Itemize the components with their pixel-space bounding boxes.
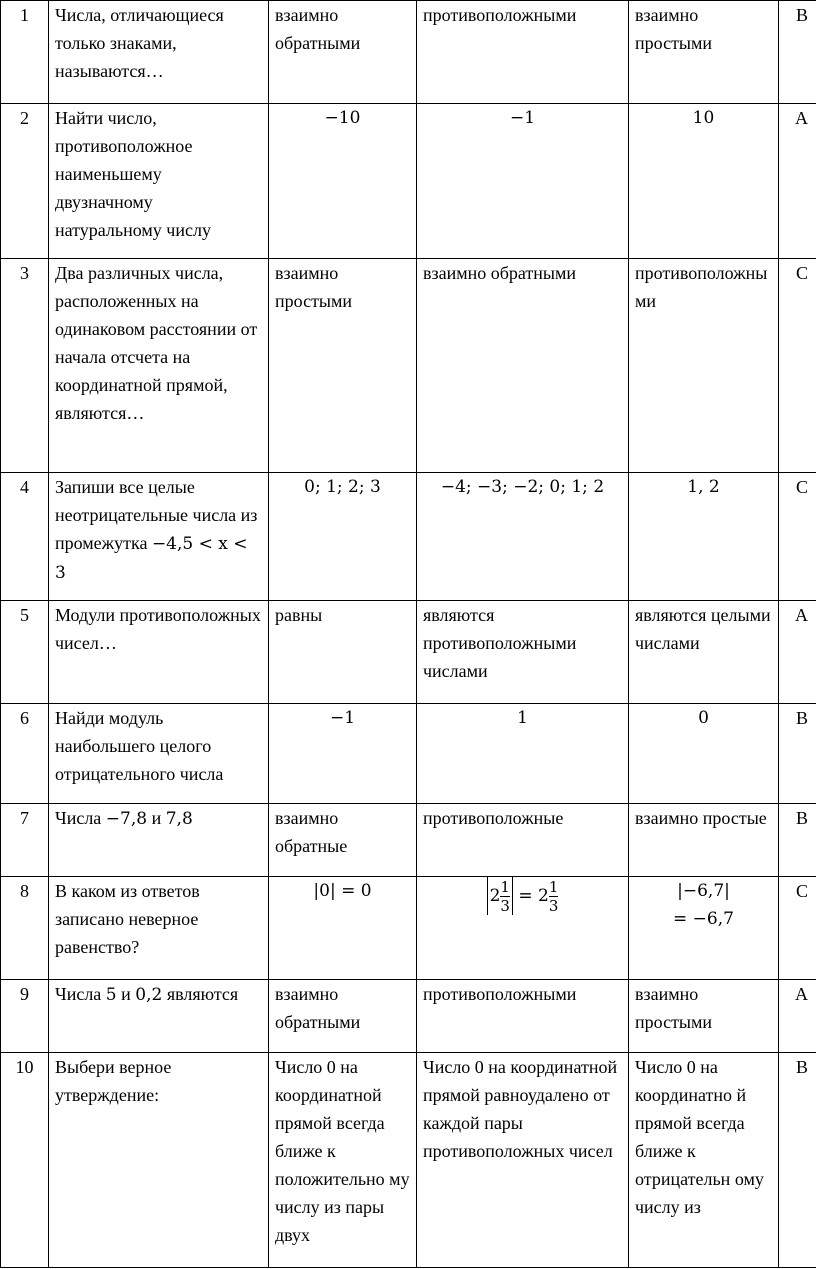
- answer-cell: A: [779, 601, 816, 704]
- question-text: и: [151, 808, 162, 828]
- fraction-denominator: 3: [500, 897, 510, 915]
- answer-cell: B: [779, 1, 816, 104]
- question-text: Запиши все целые неотрицательные числа из промежутка: [55, 477, 258, 553]
- option-a-cell: равны: [269, 601, 417, 704]
- answer-cell: B: [779, 804, 816, 877]
- option-b-cell: 1: [417, 704, 629, 804]
- table-row: [1, 259, 816, 473]
- row-number: 3: [1, 259, 49, 473]
- option-b-cell: −1: [417, 104, 629, 259]
- option-b-cell: противоположными: [417, 1, 629, 104]
- option-a-cell: −1: [269, 704, 417, 804]
- row-number: 9: [1, 980, 49, 1053]
- option-b-cell: противоположными: [417, 980, 629, 1053]
- option-a-cell: взаимно простыми: [269, 259, 417, 473]
- question-cell: В каком из ответов записано неверное равенство?: [49, 877, 269, 980]
- question-text: являются: [166, 984, 239, 1004]
- question-math: 0,2: [135, 985, 163, 1005]
- question-cell: [49, 980, 269, 1053]
- option-a-cell: −10: [269, 104, 417, 259]
- question-cell: [49, 473, 269, 601]
- option-a-cell: взаимно обратными: [269, 980, 417, 1053]
- option-c-cell: взаимно простыми: [629, 980, 779, 1053]
- row-number: 8: [1, 877, 49, 980]
- row-number: 1: [1, 1, 49, 104]
- question-cell: Выбери верное утверждение:: [49, 1053, 269, 1268]
- table-row: [1, 804, 816, 877]
- option-c-cell: 1, 2: [629, 473, 779, 601]
- question-cell: Числа, отличающиеся только знаками, называются…: [49, 1, 269, 104]
- option-c-cell: являются целыми числами: [629, 601, 779, 704]
- table-row: [1, 601, 816, 704]
- table-row: [1, 1053, 816, 1268]
- option-a-cell: взаимно обратными: [269, 1, 417, 104]
- question-text: Числа: [55, 984, 102, 1004]
- row-number: 7: [1, 804, 49, 877]
- option-a-cell: взаимно обратные: [269, 804, 417, 877]
- table-row: [1, 473, 816, 601]
- question-cell: [49, 804, 269, 877]
- fraction: [549, 878, 559, 915]
- fraction-numerator: 1: [548, 878, 559, 896]
- question-text: и: [121, 984, 131, 1004]
- option-c-cell: взаимно простые: [629, 804, 779, 877]
- answer-cell: C: [779, 259, 816, 473]
- fraction-denominator: 3: [548, 897, 559, 915]
- option-b-cell: взаимно обратными: [417, 259, 629, 473]
- answer-cell: C: [779, 877, 816, 980]
- option-c-cell: взаимно простыми: [629, 1, 779, 104]
- option-c-cell: Число 0 на координатно й прямой всегда ближе к отрицательн ому числу из: [629, 1053, 779, 1268]
- question-cell: Два различных числа, расположенных на одинаковом расстоянии от начала отсчета на координатной прямой, являются…: [49, 259, 269, 473]
- option-c-cell: 10: [629, 104, 779, 259]
- option-b-cell: являются противоположными числами: [417, 601, 629, 704]
- answer-cell: C: [779, 473, 816, 601]
- table-row: [1, 104, 816, 259]
- absolute-value: [487, 877, 513, 915]
- answer-cell: A: [779, 104, 816, 259]
- table-row: [1, 1, 816, 104]
- option-c-line2: = −6,7: [673, 909, 734, 929]
- option-b-cell: −4; −3; −2; 0; 1; 2: [417, 473, 629, 601]
- option-c-line1: |−6,7|: [677, 881, 730, 901]
- table-row: [1, 704, 816, 804]
- equals-whole: = 2: [518, 886, 549, 906]
- option-c-cell: противоположными: [629, 259, 779, 473]
- question-math: −7,8: [105, 809, 148, 829]
- answer-cell: B: [779, 704, 816, 804]
- option-a-cell: Число 0 на координатной прямой всегда ближе к положительно му числу из пары двух: [269, 1053, 417, 1268]
- question-math: 7,8: [165, 809, 193, 829]
- option-b-cell: противоположные: [417, 804, 629, 877]
- option-c-cell: 0: [629, 704, 779, 804]
- mixed-whole: 2: [489, 886, 501, 906]
- table-row: [1, 980, 816, 1053]
- row-number: 10: [1, 1053, 49, 1268]
- row-number: 6: [1, 704, 49, 804]
- answer-cell: A: [779, 980, 816, 1053]
- option-a-cell: 0; 1; 2; 3: [269, 473, 417, 601]
- row-number: 5: [1, 601, 49, 704]
- fraction-numerator: 1: [500, 878, 510, 896]
- question-cell: Модули противоположных чисел…: [49, 601, 269, 704]
- question-text: Числа: [55, 808, 102, 828]
- option-c-cell: [629, 877, 779, 980]
- fraction: [500, 878, 510, 915]
- table-row: [1, 877, 816, 980]
- option-b-cell: [417, 877, 629, 980]
- option-a-cell: |0| = 0: [269, 877, 417, 980]
- question-math: 5: [105, 985, 117, 1005]
- question-math: −4,5 < x < 3: [55, 534, 248, 583]
- question-cell: Найди модуль наибольшего целого отрицательного числа: [49, 704, 269, 804]
- row-number: 2: [1, 104, 49, 259]
- option-b-cell: Число 0 на координатной прямой равноудалено от каждой пары противоположных чисел: [417, 1053, 629, 1268]
- question-cell: Найти число, противоположное наименьшему двузначному натуральному числу: [49, 104, 269, 259]
- answer-cell: B: [779, 1053, 816, 1268]
- row-number: 4: [1, 473, 49, 601]
